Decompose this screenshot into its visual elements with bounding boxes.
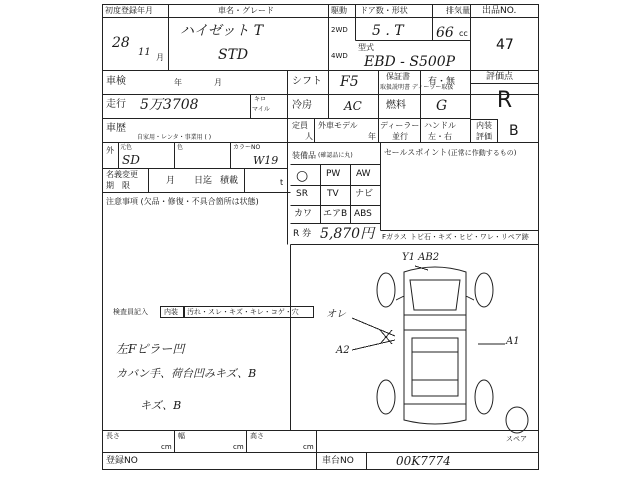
door-shape-value: 5 . T — [372, 23, 404, 39]
inspection-month-label: 月 — [214, 78, 222, 87]
inspection-label: 車検 — [106, 76, 126, 87]
vehicle-body-outline — [404, 267, 466, 424]
change-day-label: 日迄 — [194, 176, 213, 186]
length-unit: cm — [161, 443, 172, 451]
equipment-sub: (確認品に丸) — [318, 152, 353, 159]
equip-leather: カワ — [294, 209, 313, 219]
interior-label: 内装 — [476, 121, 492, 130]
equip-navi: ナビ — [355, 189, 374, 199]
note-line-1: 左Fピラー凹 — [116, 342, 185, 356]
wheel-front-left — [377, 273, 395, 307]
score-value: R — [496, 88, 513, 113]
diagram-label-top: Y1 AB2 — [402, 252, 440, 263]
equip-pw: PW — [326, 169, 341, 179]
defects-tag: 汚れ・スレ・キズ・キレ・コゲ・穴 — [187, 308, 299, 316]
interior-sub: 評価 — [476, 132, 492, 141]
equip-abs: ABS — [354, 209, 372, 219]
equipment-check-mark: ○ — [296, 168, 309, 184]
notes-label: 注意事項 (欠品・修復・不具合箇所は状態) — [106, 197, 259, 206]
car-name-label: 車名・グレード — [218, 6, 274, 15]
vehicle-damage-diagram — [352, 266, 528, 433]
inspector-label: 検査員記入 — [113, 308, 148, 316]
spare-label: スペア — [506, 435, 527, 443]
warranty-sub: 取扱説明書 ディーラー取扱 — [380, 84, 454, 91]
door-shape-label: ドア数・形状 — [360, 6, 408, 15]
car-name-value: ハイゼット T — [180, 23, 264, 39]
width-unit: cm — [233, 443, 244, 451]
equipment-label: 装備品 — [292, 151, 316, 160]
note-line-3: キズ、B — [140, 399, 182, 412]
displacement-value: 66 — [436, 25, 454, 41]
original-color-label: 元色 — [120, 144, 133, 151]
name-change-label: 名義変更 — [106, 170, 138, 179]
ac-value: AC — [344, 99, 362, 113]
equip-aw: AW — [356, 169, 371, 179]
reg-no-label: 登録NO — [106, 456, 138, 466]
length-label: 長さ — [106, 432, 120, 440]
history-sub: 自家用・レンタ・事業用 ( ) — [137, 134, 212, 141]
sales-point-label: セールスポイント — [384, 148, 448, 157]
color-no-label: カラーNO — [233, 144, 261, 151]
equip-tv: TV — [327, 189, 339, 199]
first-reg-month-unit: 月 — [156, 53, 164, 62]
shift-label: シフト — [292, 76, 322, 87]
mileage-label: 走行 — [106, 99, 126, 110]
ext-model-unit: 年 — [368, 132, 376, 141]
payment-label: 積載 — [220, 176, 239, 186]
f-glass-sub: トビ石・キズ・ヒビ・ワレ・リペア跡 — [410, 233, 529, 241]
interior-value: B — [509, 123, 519, 139]
recycle-fee-value: 5,870円 — [320, 226, 375, 242]
first-reg-label: 初度登録年月 — [105, 6, 153, 15]
warranty-value: 有・無 — [428, 77, 456, 87]
diagram-label-left-upper: オレ — [326, 309, 346, 320]
handle-value: 左・右 — [428, 132, 452, 141]
spare-tire — [506, 407, 528, 433]
capacity-label: 定員 — [292, 121, 308, 130]
first-reg-year: 28 — [112, 35, 130, 51]
sales-point-sub: (正常に作動するもの) — [448, 149, 517, 157]
grade-value: STD — [218, 47, 249, 63]
mileage-value: 5万3708 — [140, 97, 199, 113]
chassis-label: 車台NO — [322, 456, 354, 466]
first-reg-month: 11 — [138, 47, 151, 58]
ton-unit: t — [280, 178, 284, 187]
displacement-label: 排気量 — [446, 6, 470, 15]
equip-airbag: エアB — [323, 209, 348, 219]
model-label: 型式 — [358, 43, 374, 52]
inspection-year-label: 年 — [174, 78, 182, 87]
drive-4wd: 4WD — [331, 52, 348, 60]
height-label: 高さ — [250, 432, 264, 440]
diagram-label-right: A1 — [506, 336, 520, 347]
period-label: 期 限 — [106, 181, 130, 190]
wheel-rear-left — [377, 380, 395, 414]
score-label: 評価点 — [486, 72, 514, 82]
fuel-value: G — [436, 98, 448, 114]
warranty-label: 保証書 — [386, 72, 410, 81]
lot-no-label: 出品NO. — [482, 6, 517, 16]
width-label: 幅 — [178, 432, 185, 440]
model-code-value: EBD - S500P — [364, 54, 456, 70]
height-unit: cm — [303, 443, 314, 451]
capacity-unit: 人 — [305, 132, 313, 141]
km-label: キロ — [254, 96, 267, 103]
change-month-label: 月 — [166, 176, 176, 186]
note-line-2: カバン手、荷台凹みキズ、B — [116, 367, 257, 380]
chassis-value: 00K7774 — [396, 454, 451, 468]
exterior-label: 外 — [106, 146, 114, 155]
f-glass-label: Fガラス — [382, 233, 407, 241]
color-no-value: W19 — [253, 154, 279, 167]
recycle-fee-label: R 券 — [293, 229, 312, 239]
interior-tag: 内装 — [164, 308, 178, 316]
drive-2wd: 2WD — [331, 26, 348, 34]
dealer-sub: 並行 — [392, 132, 408, 141]
wheel-rear-right — [475, 380, 493, 414]
history-label: 車歴 — [106, 123, 126, 134]
drive-label: 駆動 — [331, 6, 347, 15]
lot-no-value: 47 — [496, 37, 514, 53]
wheel-front-right — [475, 273, 493, 307]
handle-label: ハンドル — [424, 121, 456, 130]
color-label: 色 — [177, 144, 184, 151]
diagram-label-left-lower: A2 — [336, 345, 350, 356]
dealer-label: ディーラー — [380, 121, 420, 130]
equip-sr: SR — [296, 189, 308, 199]
fuel-label: 燃料 — [386, 100, 406, 111]
cc-unit: cc — [459, 29, 468, 38]
color-value: SD — [122, 153, 140, 167]
ext-model-label: 外車モデル — [318, 121, 358, 130]
score-value-box — [470, 83, 539, 119]
ac-label: 冷房 — [292, 100, 312, 111]
shift-value: F5 — [340, 74, 359, 90]
mile-label: マイル — [252, 106, 270, 113]
